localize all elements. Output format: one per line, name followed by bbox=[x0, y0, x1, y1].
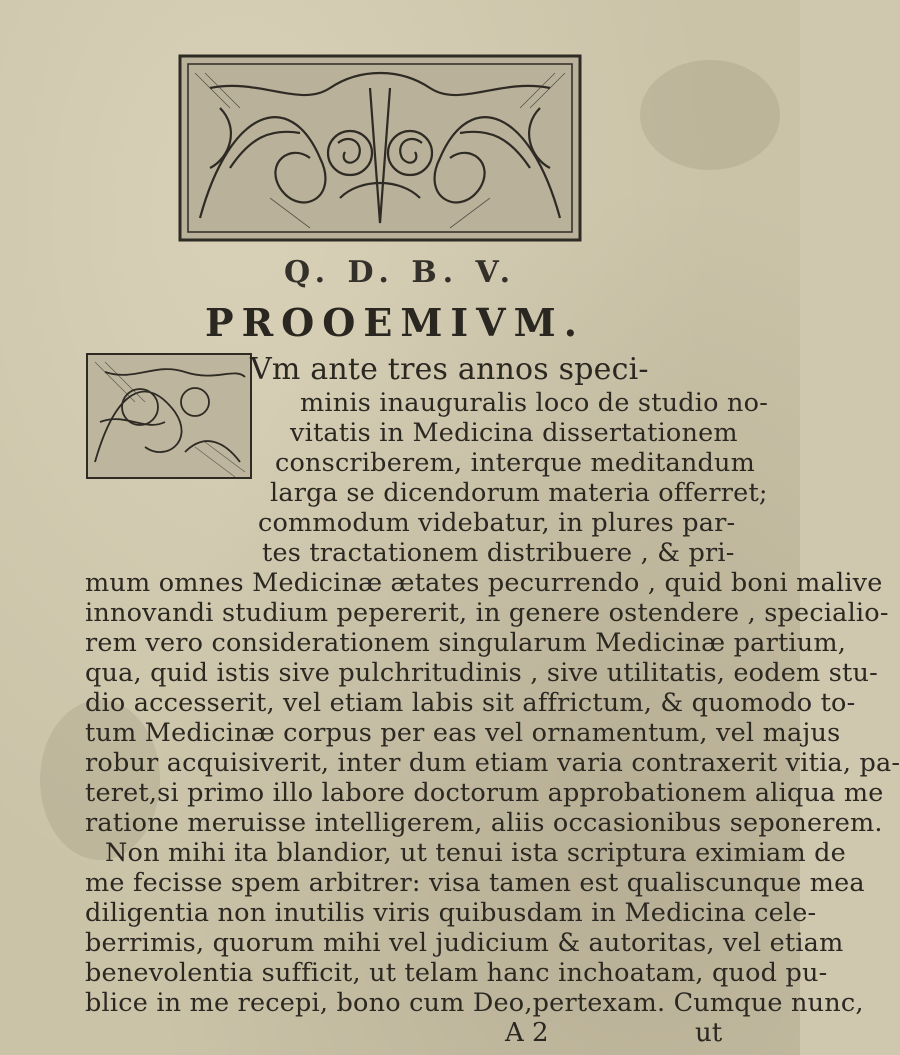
text-line: qua, quid istis sive pulchritudinis , sive utilitatis, eodem stu- bbox=[85, 658, 878, 688]
text-line: tes tractationem distribuere , & pri- bbox=[262, 538, 735, 568]
pre-title: Q. D. B. V. bbox=[283, 255, 517, 290]
text-line: conscriberem, interque meditandum bbox=[275, 448, 756, 478]
decorated-initial-letter bbox=[85, 352, 253, 480]
text-line: teret,si primo illo labore doctorum approbationem aliqua me bbox=[85, 778, 884, 808]
paper-stain bbox=[640, 60, 780, 170]
text-line: Non mihi ita blandior, ut tenui ista scriptura eximiam de bbox=[105, 838, 846, 868]
text-line: larga se dicendorum materia offerret; bbox=[270, 478, 768, 508]
text-line: vitatis in Medicina dissertationem bbox=[290, 418, 738, 448]
text-line: me fecisse spem arbitrer: visa tamen est qualiscunque mea bbox=[85, 868, 865, 898]
text-line: innovandi studium pepererit, in genere ostendere , specialio- bbox=[85, 598, 889, 628]
ornamental-headpiece bbox=[170, 48, 590, 248]
page-title: PROOEMIVM. bbox=[205, 300, 585, 345]
catchword: ut bbox=[695, 1018, 723, 1048]
text-line: blice in me recepi, bono cum Deo,pertexam. Cumque nunc, bbox=[85, 988, 864, 1018]
text-line: tum Medicinæ corpus per eas vel ornamentum, vel majus bbox=[85, 718, 841, 748]
first-line-text: m ante tres annos speci- bbox=[271, 352, 649, 387]
text-line: dio accesserit, vel etiam labis sit affrictum, & quomodo to- bbox=[85, 688, 856, 718]
text-line: minis inauguralis loco de studio no- bbox=[300, 388, 769, 418]
signature-mark: A 2 bbox=[505, 1018, 549, 1048]
text-line: robur acquisiverit, inter dum etiam varia contraxerit vitia, pa- bbox=[85, 748, 900, 778]
text-line: ratione meruisse intelligerem, aliis occasionibus seponerem. bbox=[85, 808, 883, 838]
text-line: rem vero considerationem singularum Medicinæ partium, bbox=[85, 628, 847, 658]
drop-cap: V bbox=[250, 352, 272, 387]
text-line: benevolentia sufficit, ut telam hanc inchoatam, quod pu- bbox=[85, 958, 828, 988]
text-line: mum omnes Medicinæ ætates pecurrendo , quid boni malive bbox=[85, 568, 883, 598]
text-line: diligentia non inutilis viris quibusdam in Medicina cele- bbox=[85, 898, 817, 928]
text-line: berrimis, quorum mihi vel judicium & autoritas, vel etiam bbox=[85, 928, 844, 958]
text-line: commodum videbatur, in plures par- bbox=[258, 508, 736, 538]
text-line bbox=[250, 352, 649, 387]
